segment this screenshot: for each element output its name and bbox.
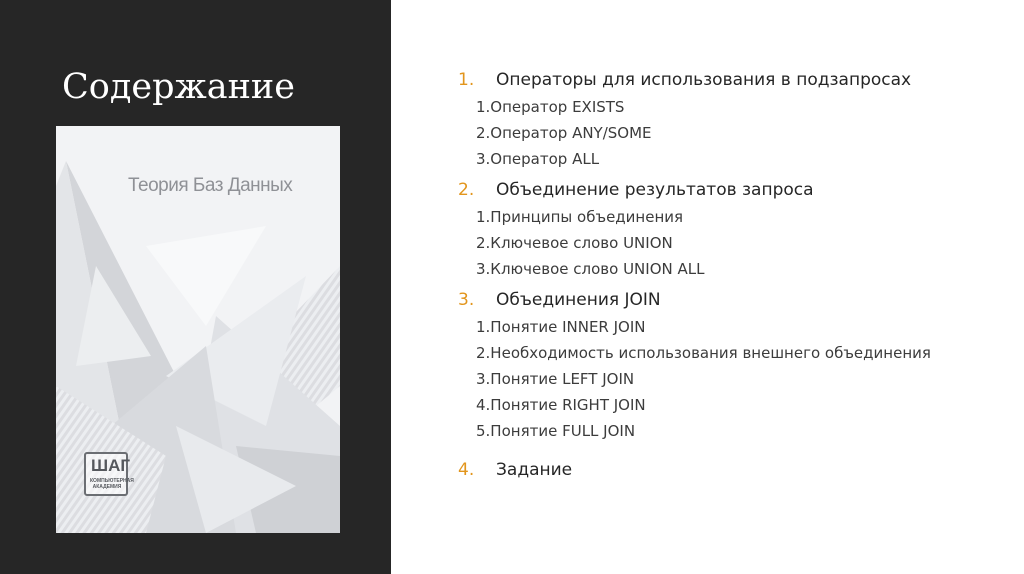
section-header [458, 180, 998, 204]
subsection-list [458, 314, 998, 444]
subsection-list [458, 94, 998, 172]
section-header [458, 70, 998, 94]
section-number: 3. [458, 290, 475, 310]
toc-section-1 [458, 70, 998, 172]
academy-logo [84, 452, 134, 496]
subsection-item: 2.Необходимость использования внешнего объединения [476, 344, 931, 362]
logo-subtitle: КОМПЬЮТЕРНАЯ АКАДЕМИЯ [90, 478, 134, 490]
book-cover-image [56, 126, 340, 533]
slide-title: Содержание [62, 67, 295, 107]
subsection-item: 3.Оператор ALL [476, 150, 600, 168]
toc-section-4 [458, 460, 998, 484]
toc-section-3 [458, 290, 998, 444]
subsection-item: 3.Ключевое слово UNION ALL [476, 260, 705, 278]
table-of-contents [458, 70, 998, 492]
subsection-item: 1.Оператор EXISTS [476, 98, 625, 116]
subsection-item: 3.Понятие LEFT JOIN [476, 370, 635, 388]
subsection-item: 5.Понятие FULL JOIN [476, 422, 636, 440]
section-header [458, 290, 998, 314]
section-number: 4. [458, 460, 475, 480]
subsection-item: 4.Понятие RIGHT JOIN [476, 396, 646, 414]
section-title: Объединение результатов запроса [496, 180, 814, 200]
section-number: 2. [458, 180, 475, 200]
left-panel [0, 0, 391, 574]
subsection-item: 2.Ключевое слово UNION [476, 234, 673, 252]
logo-text: ШАГ [91, 456, 130, 475]
subsection-list [458, 204, 998, 282]
section-title: Операторы для использования в подзапросах [496, 70, 912, 90]
section-title: Объединения JOIN [496, 290, 661, 310]
subsection-item: 2.Оператор ANY/SOME [476, 124, 652, 142]
section-header [458, 460, 998, 484]
subsection-item: 1.Принципы объединения [476, 208, 684, 226]
section-number: 1. [458, 70, 475, 90]
toc-section-2 [458, 180, 998, 282]
section-title: Задание [496, 460, 573, 480]
subsection-item: 1.Понятие INNER JOIN [476, 318, 646, 336]
cover-title: Теория Баз Данных [128, 175, 293, 196]
